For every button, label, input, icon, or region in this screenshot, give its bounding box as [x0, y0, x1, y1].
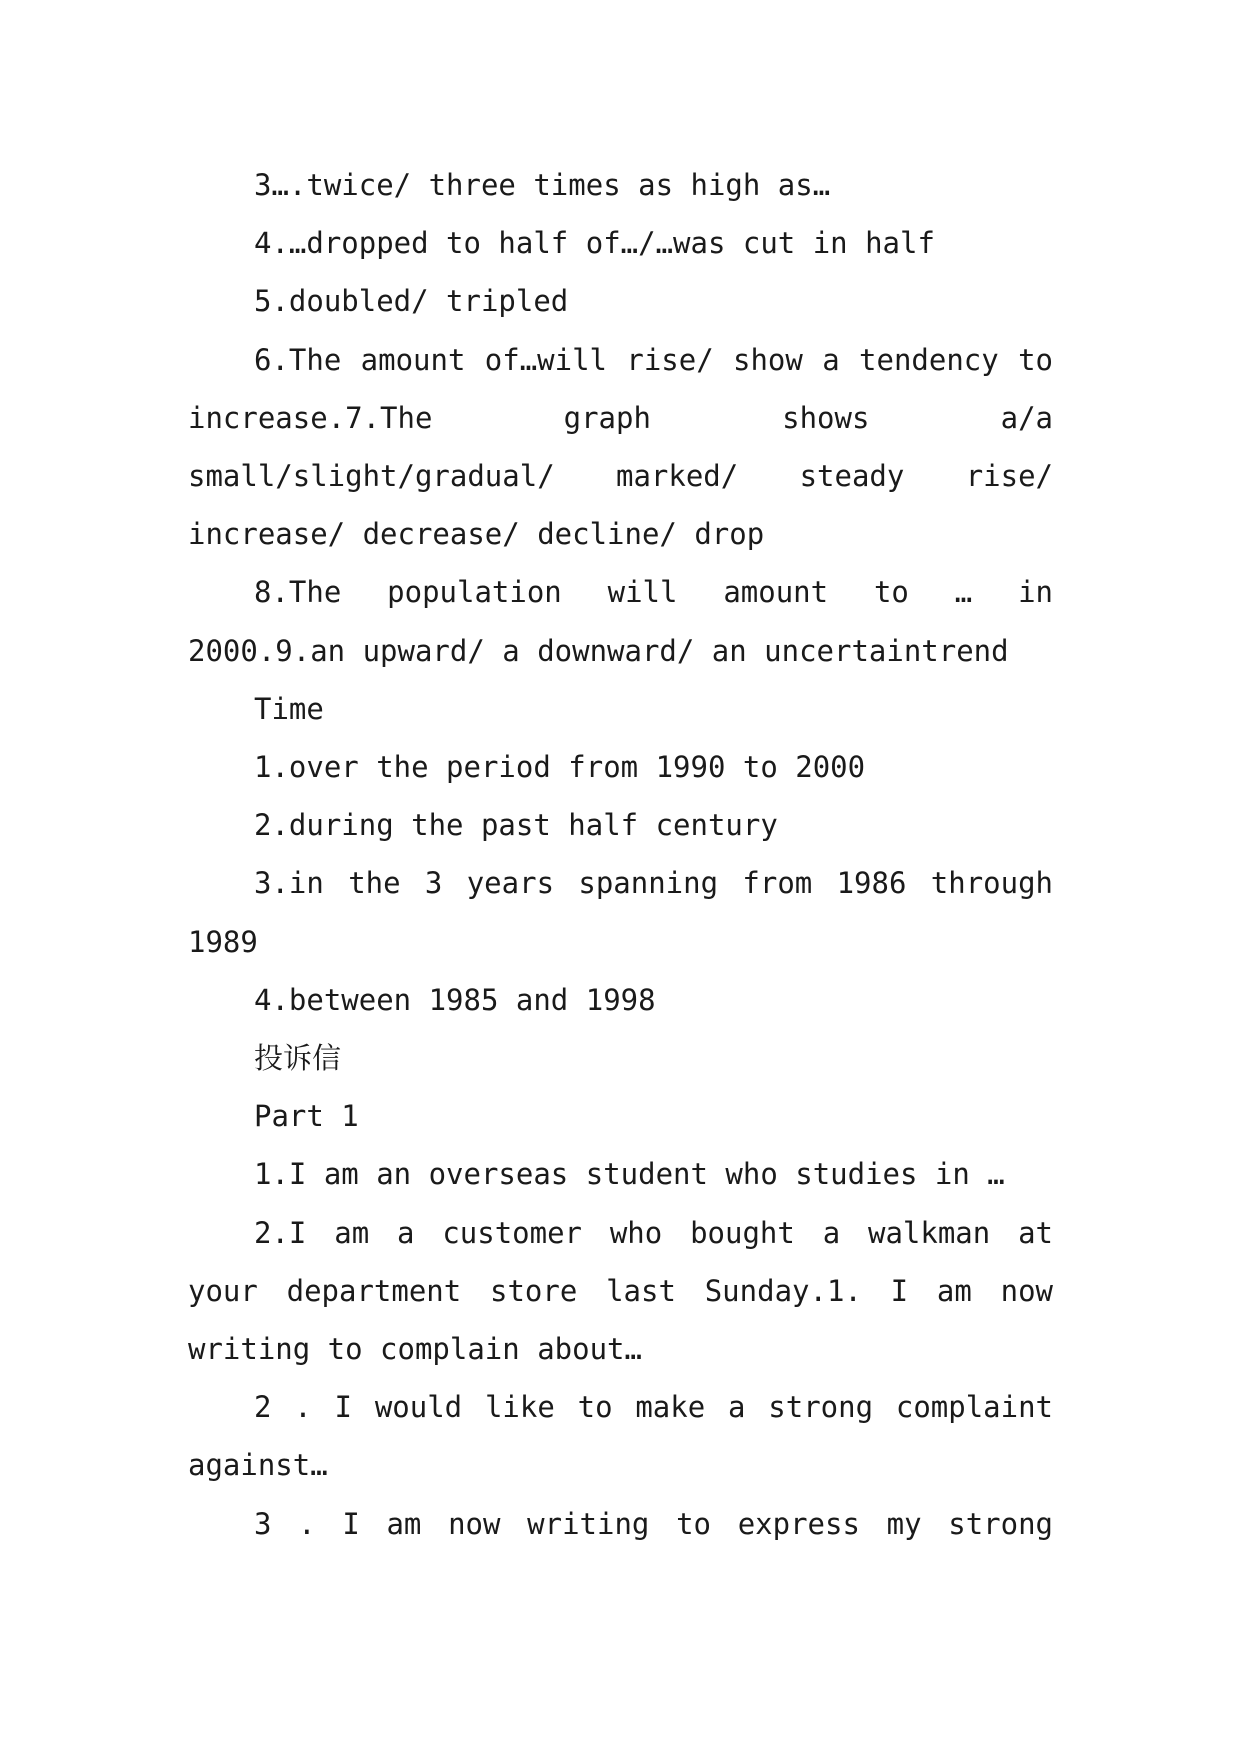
paragraph: 8.The population will amount to … in 2000.9.an upward/ a downward/ an uncertaintrend: [188, 575, 1053, 668]
paragraph: 3 . I am now writing to express my strong: [254, 1506, 1053, 1541]
section-heading: Time: [254, 691, 324, 726]
paragraph: 5.doubled/ tripled: [254, 284, 569, 319]
paragraph: 3.in the 3 years spanning from 1986 through 1989: [188, 866, 1053, 959]
paragraph: 2 . I would like to make a strong complaint against…: [188, 1390, 1053, 1483]
section-heading: Part 1: [254, 1099, 359, 1134]
paragraph: 2.I am a customer who bought a walkman at your department store last Sunday.1. I am now writing to complain about…: [188, 1215, 1053, 1367]
paragraph: 3….twice/ three times as high as…: [254, 168, 831, 202]
paragraph: 6.The amount of…will rise/ show a tendency to increase.7.The graph shows a/a small/slight/gradual/ marked/ steady rise/ increase/ decrease/ decline/ drop: [188, 342, 1053, 552]
document-body: [188, 156, 1053, 1553]
paragraph: 4.between 1985 and 1998: [254, 982, 656, 1017]
paragraph: 2.during the past half century: [254, 808, 778, 843]
paragraph: 1.I am an overseas student who studies in …: [254, 1157, 1005, 1192]
paragraph: 4.…dropped to half of…/…was cut in half: [254, 226, 935, 261]
paragraph: 1.over the period from 1990 to 2000: [254, 750, 866, 785]
section-heading: 投诉信: [254, 1041, 342, 1076]
